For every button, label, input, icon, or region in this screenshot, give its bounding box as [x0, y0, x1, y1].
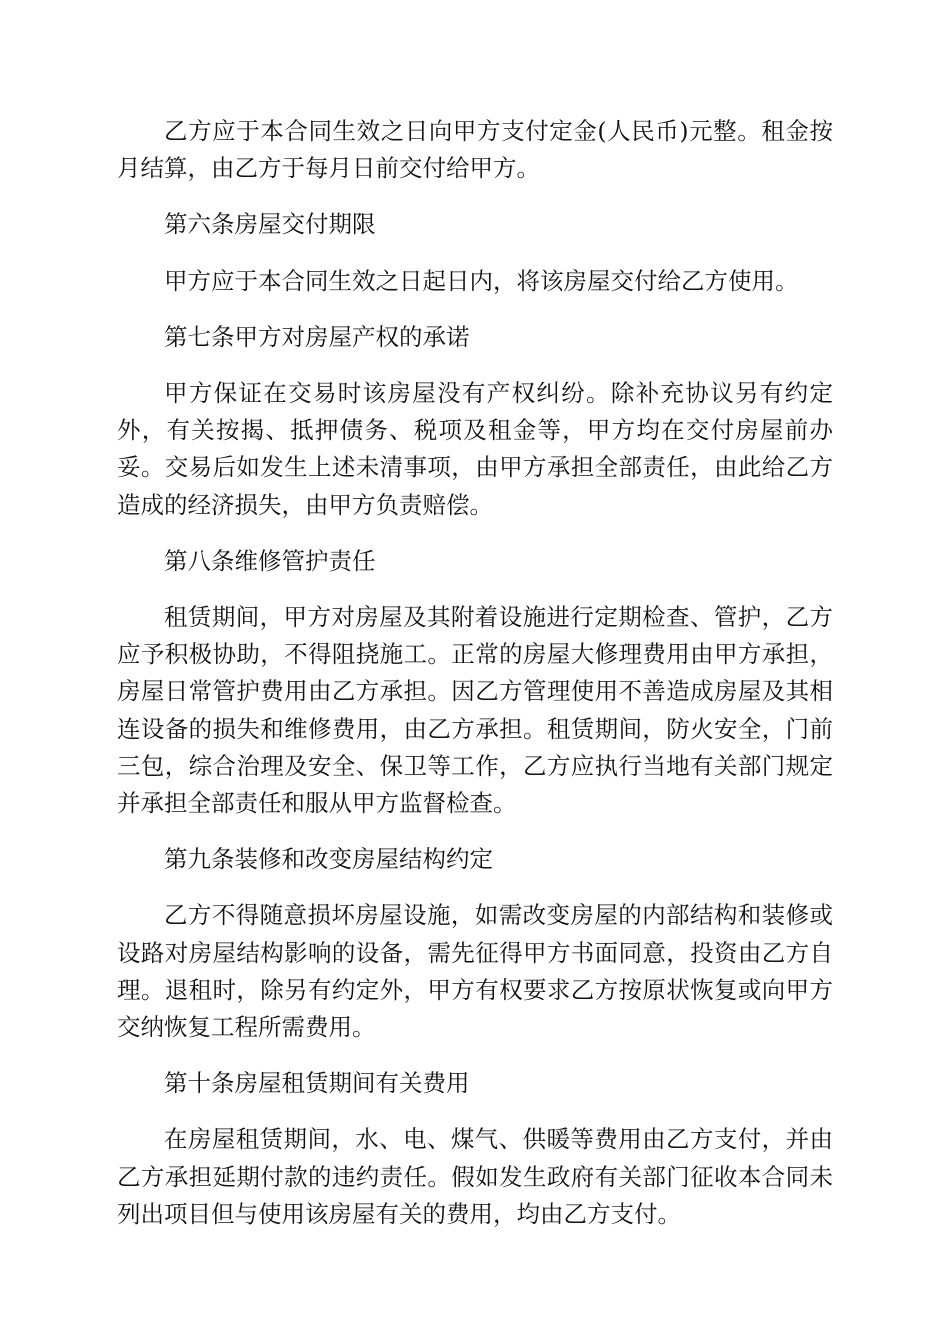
heading-article-8: 第八条维修管护责任: [164, 546, 376, 575]
heading-article-6: 第六条房屋交付期限: [164, 210, 376, 239]
heading-article-7: 第七条甲方对房屋产权的承诺: [164, 322, 470, 351]
paragraph-maintenance: 租赁期间，甲方对房屋及其附着设施进行定期检查、管护，乙方应予积极协助，不得阻挠施工。正常的房屋大修理费用由甲方承担，房屋日常管护费用由乙方承担。因乙方管理使用不善造成房屋及其相连设备的损失和维修费用，由乙方承担。租赁期间，防火安全，门前三包，综合治理及安全、保卫等工作，乙方应执行当地有关部门规定并承担全部责任和服从甲方监督检查。: [117, 603, 833, 818]
paragraph-renovation: 乙方不得随意损坏房屋设施，如需改变房屋的内部结构和装修或设路对房屋结构影响的设备，需先征得甲方书面同意，投资由乙方自理。退租时，除另有约定外，甲方有权要求乙方按原状恢复或向甲方交纳恢复工程所需费用。: [117, 901, 833, 1042]
paragraph-deposit-rent: 乙方应于本合同生效之日向甲方支付定金(人民币)元整。租金按月结算，由乙方于每月日前交付给甲方。: [117, 117, 833, 183]
paragraph-delivery-term: 甲方应于本合同生效之日起日内，将该房屋交付给乙方使用。: [164, 266, 799, 295]
document-body: [117, 113, 833, 1252]
paragraph-property-rights: 甲方保证在交易时该房屋没有产权纠纷。除补充协议另有约定外，有关按揭、抵押债务、税项及租金等，甲方均在交付房屋前办妥。交易后如发生上述未清事项，由甲方承担全部责任，由此给乙方造成的经济损失，由甲方负责赔偿。: [117, 379, 833, 519]
heading-article-10: 第十条房屋租赁期间有关费用: [164, 1069, 470, 1098]
heading-article-9: 第九条装修和改变房屋结构约定: [164, 845, 493, 874]
paragraph-fees: 在房屋租赁期间，水、电、煤气、供暖等费用由乙方支付，并由乙方承担延期付款的违约责任。假如发生政府有关部门征收本合同未列出项目但与使用该房屋有关的费用，均由乙方支付。: [117, 1125, 833, 1228]
